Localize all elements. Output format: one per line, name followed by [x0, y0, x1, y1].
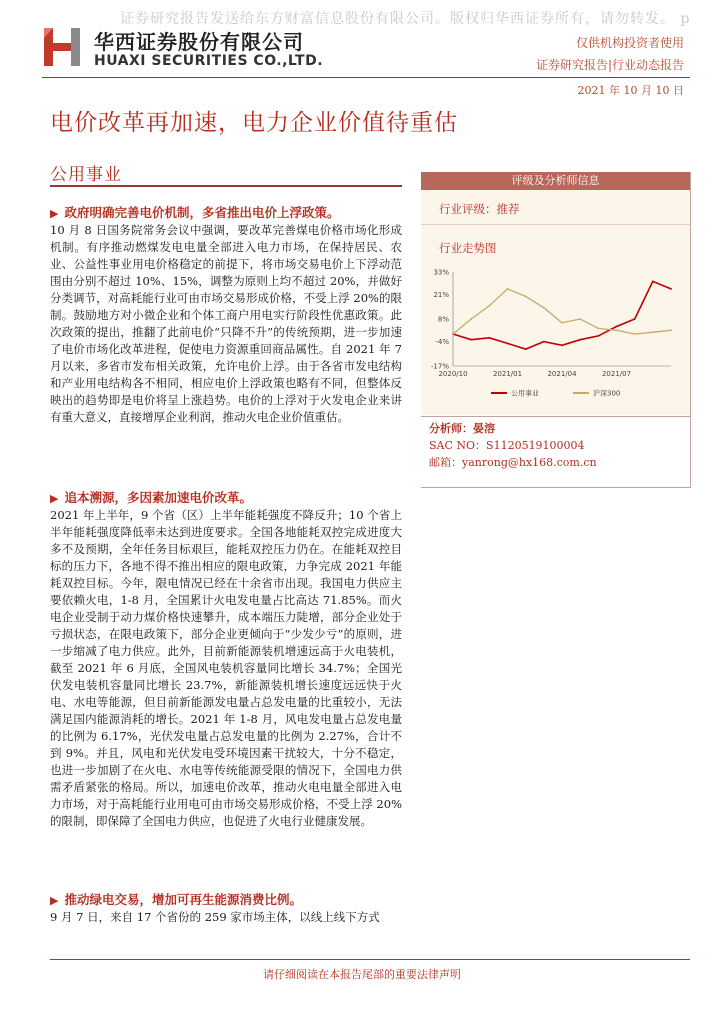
- section-heading-1: ▶ 政府明确完善电价机制，多省推出电价上浮政策。: [50, 205, 340, 220]
- sector-label: 公用事业: [50, 165, 122, 185]
- section-heading-2: ▶ 追本溯源，多因素加速电价改革。: [50, 490, 252, 505]
- y-tick-label: 21%: [433, 291, 449, 300]
- series-1-point: [652, 281, 654, 283]
- series-2-point: [561, 322, 563, 324]
- report-type: 证券研究报告|行业动态报告: [535, 58, 684, 72]
- legal-footer: 请仔细阅读在本报告尾部的重要法律声明: [263, 968, 461, 981]
- section-body-2: 2021 年上半年，9 个省（区）上半年能耗强度不降反升；10 个省上半年能耗强度降低率未达到进度要求。全国各地能耗双控完成进度大多不及预期，全年任务目标艰巨，能耗双控压力仍在。在能耗双控目标的压力下，各地不得不推出相应的限电政策，力争完成 2021 年能耗双控目标。今年，限电情况已经在十余省市出现。我国电力供应主要依赖火电，1-8 月，全国累计火电发电量占比高达 71.85%。而火电企业受制于动力煤价格快速攀升，成本端压力陡增，部分企业处于亏损状态，在限电政策下，部分企业更倾向于“少发少亏”的原则，进一步缩减了电力供应。此外，目前新能源装机增速远高于火电装机，截至 2021 年 6 月底，全国风电装机容量同比增长 34.7%；全国光伏发电装机容量同比增长 23.7%，新能源装机增长速度远远快于火电、水电等能源，但目前新能源发电量占总发电量的比重较小，无法满足国内能源消耗的增长。2021 年 1-8 月，风电发电量占总发电量的比例为 6.17%，光伏发电量占总发电量的比例为 2.27%，合计不到 9%。并且，风电和光伏发电受环境因素干扰较大，十分不稳定，也进一步加剧了在火电、水电等传统能源受限的情况下，全国电力供需矛盾紧张的格局。所以，加速电价改革，推动火电电量全部进入电力市场，对于高耗能行业用电可由市场交易形成价格，不受上浮 20%的限制，即保障了全国电力供应，也促进了火电行业健康发展。: [50, 508, 402, 828]
- report-title: 电价改革再加速，电力企业价值待重估: [50, 110, 458, 136]
- triangle-bullet-icon: ▶: [50, 207, 59, 220]
- y-tick-label: -4%: [435, 338, 449, 347]
- report-date: 2021 年 10 月 10 日: [577, 84, 684, 97]
- legend-label-2: 沪深300: [593, 389, 621, 398]
- section-body-1: 10 月 8 日国务院常务会议中强调，要改革完善煤电价格市场化形成机制。有序推动燃煤发电电量全部进入电力市场，在保持居民、农业、公益性事业用电价格稳定的前提下，将市场交易电价上下浮动范围由分别不超过 10%、15%，调整为原则上均不超过 20%，并做好分类调节，对高耗能行业可由市场交易形成价格，不受上浮 20%的限制。鼓励地方对小微企业和个体工商户用电实行阶段性优惠政策。此次政策的提出，推翻了此前电价“只降不升”的传统预期，进一步加速了电价市场化改革进程，促使电力资源重回商品属性。自 2021 年 7 月以来，多省市发布相关政策，允许电价上浮。由于各省市发电结构和产业用电结构各不相同，相应电价上浮政策也略有不同，但整体反映出的趋势即是电价将呈上涨趋势。电价的上浮对于火发电企业来讲有重大意义，直接增厚企业利润，推动火电企业价值重估。: [50, 223, 402, 424]
- series-1-point: [670, 288, 672, 290]
- triangle-bullet-icon: ▶: [50, 492, 59, 505]
- series-2-point: [470, 318, 472, 320]
- triangle-bullet-icon: ▶: [50, 894, 59, 907]
- sector-divider: [50, 185, 402, 187]
- series-1-point: [634, 318, 636, 320]
- series-2-point: [488, 305, 490, 307]
- sidebar-divider: [421, 224, 690, 225]
- series-1-point: [470, 339, 472, 341]
- series-1-point: [543, 341, 545, 343]
- x-tick-label: 2020/10: [438, 370, 468, 378]
- sidebar-header: 评级及分析师信息: [421, 172, 690, 190]
- series-2-point: [670, 329, 672, 331]
- x-tick-label: 2021/04: [547, 370, 577, 378]
- sidebar-right-border: [690, 172, 691, 488]
- series-2-point: [597, 328, 599, 330]
- company-name-cn: 华西证券股份有限公司: [94, 30, 304, 54]
- series-2-point: [525, 296, 527, 298]
- section-body-3: 9 月 7 日，来自 17 个省份的 259 家市场主体，以线上线下方式: [50, 910, 380, 924]
- company-name-en: HUAXI SECURITIES CO.,LTD.: [94, 53, 324, 69]
- series-2-point: [652, 331, 654, 333]
- y-tick-label: -17%: [430, 362, 449, 371]
- series-2-point: [579, 318, 581, 320]
- analyst-divider: [421, 416, 690, 417]
- y-tick-label: 33%: [433, 268, 449, 277]
- huaxi-logo-icon: [42, 24, 88, 70]
- trend-chart-label: 行业走势图: [439, 241, 497, 255]
- legend-label-1: 公用事业: [511, 389, 539, 398]
- analyst-email[interactable]: 邮箱：yanrong@hx168.com.cn: [429, 456, 597, 469]
- series-1-point: [488, 337, 490, 339]
- watermark: 证券研究报告发送给东方财富信息股份有限公司。版权归华西证券所有，请勿转发。 p: [120, 11, 691, 27]
- analyst-sac: SAC NO：S1120519100004: [429, 439, 585, 452]
- series-2-point: [634, 333, 636, 335]
- industry-trend-chart: [421, 262, 690, 412]
- series-1-point: [507, 343, 509, 345]
- series-1-point: [579, 339, 581, 341]
- series-line-1: [453, 281, 671, 349]
- audience-note: 仅供机构投资者使用: [575, 36, 684, 50]
- series-1-point: [525, 348, 527, 350]
- industry-rating: 行业评级：推荐: [439, 202, 520, 216]
- series-1-point: [616, 326, 618, 328]
- x-tick-label: 2021/01: [492, 370, 523, 378]
- x-tick-label: 2021/07: [601, 370, 632, 378]
- series-1-point: [561, 344, 563, 346]
- y-tick-label: 8%: [437, 315, 449, 324]
- analyst-name: 分析师：晏溶: [429, 422, 495, 435]
- series-1-point: [597, 335, 599, 337]
- series-2-point: [616, 329, 618, 331]
- series-2-point: [452, 333, 454, 335]
- section-heading-3: ▶ 推动绿电交易，增加可再生能源消费比例。: [50, 892, 302, 907]
- header-divider: [42, 77, 690, 78]
- analyst-bottom-border: [421, 487, 691, 488]
- footer-divider: [50, 959, 690, 960]
- series-2-point: [543, 307, 545, 309]
- series-2-point: [507, 288, 509, 290]
